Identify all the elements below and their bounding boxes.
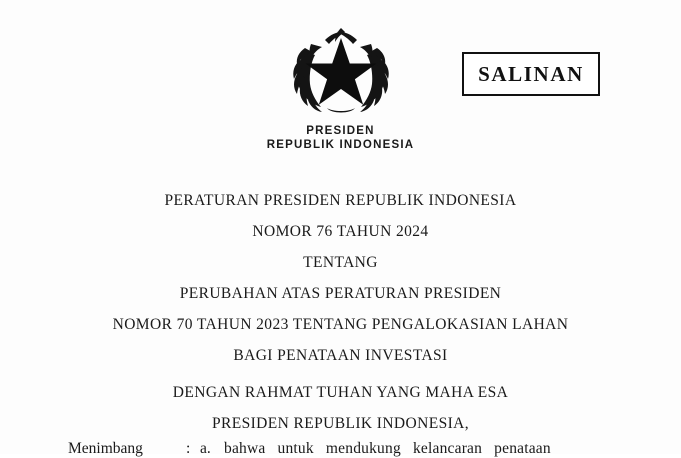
title-line-4: PERUBAHAN ATAS PERATURAN PRESIDEN bbox=[179, 285, 502, 302]
title-line-7: DENGAN RAHMAT TUHAN YANG MAHA ESA bbox=[172, 384, 509, 401]
considering-text: bahwa untuk mendukung kelancaran penataan bbox=[224, 440, 551, 457]
emblem-block bbox=[0, 22, 681, 152]
title-line-5: NOMOR 70 TAHUN 2023 TENTANG PENGALOKASIAN LAHAN bbox=[112, 316, 569, 333]
emblem-caption-line1: PRESIDEN bbox=[306, 125, 375, 137]
document-title-block bbox=[0, 192, 681, 446]
title-line-2: NOMOR 76 TAHUN 2024 bbox=[252, 223, 429, 240]
title-line-6: BAGI PENATAAN INVESTASI bbox=[233, 347, 448, 364]
considering-enumerator: a. bbox=[200, 440, 211, 457]
salinan-label: SALINAN bbox=[478, 61, 584, 86]
title-line-1: PERATURAN PRESIDEN REPUBLIK INDONESIA bbox=[164, 192, 517, 209]
considering-label: Menimbang bbox=[68, 440, 143, 457]
body-block bbox=[68, 440, 619, 458]
emblem-caption-line2: REPUBLIK INDONESIA bbox=[266, 139, 415, 151]
title-line-8: PRESIDEN REPUBLIK INDONESIA, bbox=[211, 415, 470, 432]
title-line-3: TENTANG bbox=[303, 254, 378, 271]
garuda-star-emblem-icon bbox=[281, 22, 401, 118]
considering-row bbox=[68, 440, 619, 458]
emblem-caption bbox=[267, 124, 414, 152]
considering-colon: : bbox=[186, 440, 191, 457]
